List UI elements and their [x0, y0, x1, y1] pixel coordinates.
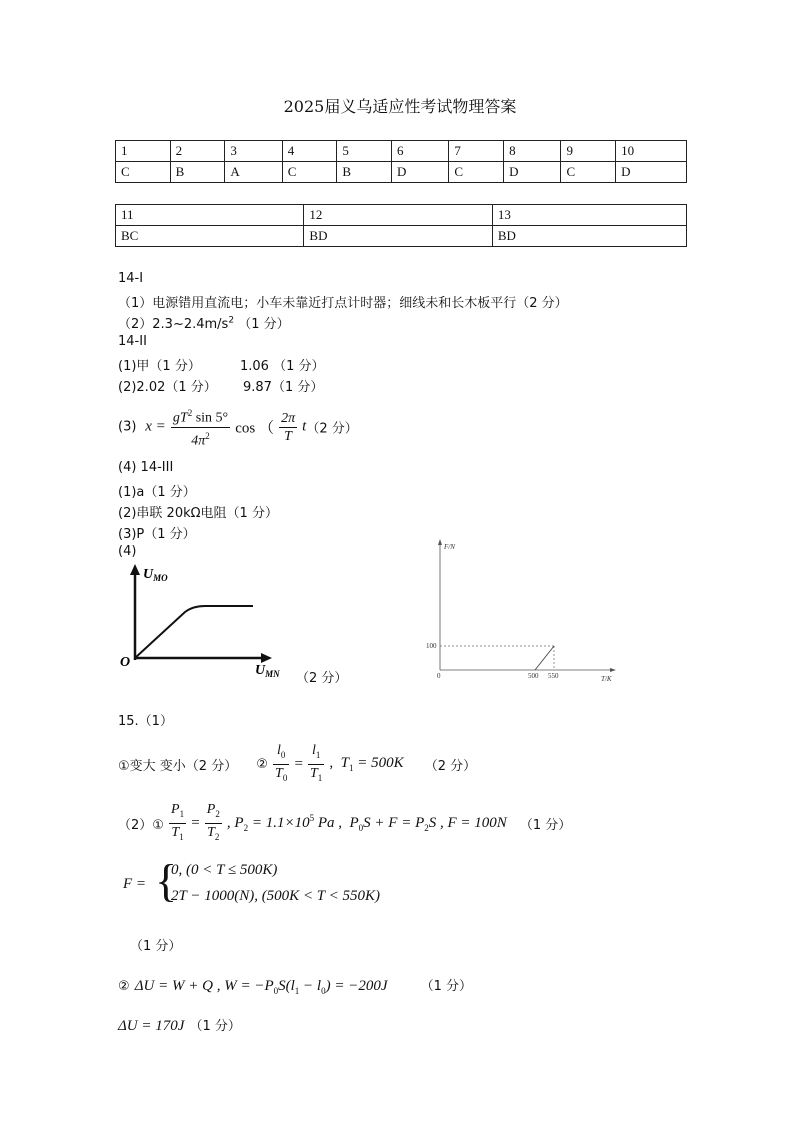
- table-cell: 12: [304, 205, 492, 226]
- q14-part2-line3-label: (3): [118, 419, 137, 435]
- table-cell: D: [616, 162, 687, 183]
- y-axis-label: $U_{MO}$: [143, 567, 168, 583]
- y-tick-100: 100: [426, 642, 437, 650]
- q15-line4: [118, 975, 472, 996]
- formula-l1-t1: $\frac{l_1}{T_1}$: [310, 743, 323, 783]
- table-cell: C: [561, 162, 616, 183]
- q14-part3-line2: (2)串联 20kΩ电阻（1 分）: [118, 506, 278, 521]
- table-cell: A: [225, 162, 282, 183]
- table-cell: 13: [492, 205, 686, 226]
- x-axis-arrow: [610, 668, 616, 672]
- q15-line1-score: （2 分）: [424, 758, 477, 774]
- page-title: 2025届义乌适应性考试物理答案: [283, 97, 517, 116]
- formula-p2-t2: $\frac{P_2}{T_2}$: [206, 802, 220, 842]
- table-cell: 2: [170, 141, 225, 162]
- q14-part1-line2: [118, 313, 290, 332]
- y-axis-arrow: [130, 564, 140, 575]
- table-cell: 8: [504, 141, 561, 162]
- origin-label: 0: [437, 672, 441, 680]
- q14-part2-formula-line: [118, 405, 358, 449]
- table-cell: C: [449, 162, 504, 183]
- curve: [135, 606, 253, 658]
- table-cell: C: [116, 162, 171, 183]
- table-cell: D: [504, 162, 561, 183]
- table-cell: 1: [116, 141, 171, 162]
- table-cell: 7: [449, 141, 504, 162]
- formula-fraction-2: $\frac{2\pi}{T}$: [281, 410, 296, 444]
- q14-part3-line1: (1)a（1 分）: [118, 485, 196, 500]
- q14-part3-line3: (3)P（1 分）: [118, 527, 196, 542]
- q14-part1-line1: （1）电源错用直流电；小车未靠近打点计时器；细线未和长木板平行（2 分）: [118, 296, 568, 311]
- q15-header: 15.（1）: [118, 714, 173, 729]
- q15-line2a: （2）①: [118, 817, 164, 833]
- q15-line5: [118, 1015, 241, 1035]
- q14-part2-line1a: (1)甲（1 分）: [118, 359, 201, 374]
- q15-line1b: ②: [256, 756, 268, 772]
- table-row-answers: [116, 226, 687, 247]
- q15-line2-score: （1 分）: [519, 817, 572, 833]
- line-f-t: [535, 646, 554, 670]
- table-cell: 9: [561, 141, 616, 162]
- table-cell: 4: [282, 141, 337, 162]
- q14-part2-line3-score: （2 分）: [306, 421, 358, 437]
- formula-t: t: [302, 418, 307, 435]
- q15-line1a: ①变大 变小（2 分）: [118, 758, 238, 774]
- x-axis-label: T/K: [601, 675, 612, 683]
- y-axis-label: F/N: [444, 543, 455, 551]
- y-axis-arrow: [438, 539, 442, 545]
- table-row-numbers: [116, 141, 687, 162]
- formula-delta-u-value: ΔU = 170J: [118, 1018, 185, 1034]
- x-axis-arrow: [261, 653, 272, 663]
- graph-f-t: [420, 535, 630, 685]
- q15-line3-score: （1 分）: [130, 939, 182, 954]
- q14-part2-line2b: 9.87（1 分）: [243, 380, 324, 395]
- q15-line1: ①变大 变小（2 分） ② $\frac{l_0}{T_0}$ = $\frac{l_1}{T_1}$ , $T_1 = 500K$ （2 分）: [118, 742, 476, 787]
- table-cell: 10: [616, 141, 687, 162]
- formula-t1-value: , $T_1 = 500K$: [329, 755, 404, 774]
- formula-p1-t1: $\frac{P_1}{T_1}$: [171, 802, 185, 842]
- q14-part1-value: （2）2.3~2.4m/s: [118, 317, 229, 332]
- table-cell: BD: [492, 226, 686, 247]
- x-tick-500: 500: [528, 672, 539, 680]
- table-row-numbers: [116, 205, 687, 226]
- table-cell: B: [170, 162, 225, 183]
- q14-part1-sup: 2: [228, 315, 235, 326]
- q14-part2-line4: (4) 14-III: [118, 460, 174, 475]
- q14-part1-score: （1 分）: [238, 317, 290, 332]
- q14-part2-header: 14-II: [118, 334, 147, 349]
- table-cell: BC: [116, 226, 304, 247]
- q15-line5-score: （1 分）: [189, 1019, 241, 1034]
- table-cell: 5: [337, 141, 392, 162]
- q14-part1-header: 14-I: [118, 271, 144, 286]
- graph-umo-umn: [115, 560, 295, 685]
- q15-line4a: ②: [118, 979, 130, 994]
- q14-part3-line4: (4): [118, 544, 137, 559]
- x-tick-550: 550: [548, 672, 559, 680]
- formula-x: x =: [141, 418, 166, 435]
- table-cell: D: [392, 162, 449, 183]
- q14-part2-line2a: (2)2.02（1 分）: [118, 380, 217, 395]
- table-cell: 3: [225, 141, 282, 162]
- formula-l0-t0: $\frac{l_0}{T_0}$: [275, 743, 288, 783]
- table-cell: 11: [116, 205, 304, 226]
- q15-line2: （2）① $\frac{P_1}{T_1}$ = $\frac{P_2}{T_2}$ , $P_2 = 1.1\times 10^5$ Pa , $P_0S + F = P_2S$ , F = 100N （1 分）: [118, 801, 571, 846]
- table-cell: B: [337, 162, 392, 183]
- table-cell: 6: [392, 141, 449, 162]
- x-axis-label: $U_{MN}$: [255, 663, 280, 679]
- table-cell: C: [282, 162, 337, 183]
- answer-table-2: [115, 204, 687, 247]
- origin-label: O: [120, 655, 131, 670]
- formula-p2-value: , $P_2 = 1.1\times 10^5$ Pa , $P_0S + F = P_2S$ , F = 100N: [226, 813, 507, 834]
- q14-part2-line1b: 1.06 （1 分）: [240, 359, 325, 374]
- formula-cos: cos （: [235, 420, 274, 437]
- answer-table-1: [115, 140, 687, 183]
- formula-fraction: $\frac{gT^2 \sin 5^\circ}{4\pi^2}$: [171, 405, 230, 449]
- graph-score: （2 分）: [296, 671, 348, 686]
- q15-line4-score: （1 分）: [420, 979, 472, 994]
- table-cell: BD: [304, 226, 492, 247]
- formula-delta-u: ΔU = W + Q , $W = -P_0S(l_1 - l_0) = -200J$: [134, 978, 388, 996]
- table-row-answers: [116, 162, 687, 183]
